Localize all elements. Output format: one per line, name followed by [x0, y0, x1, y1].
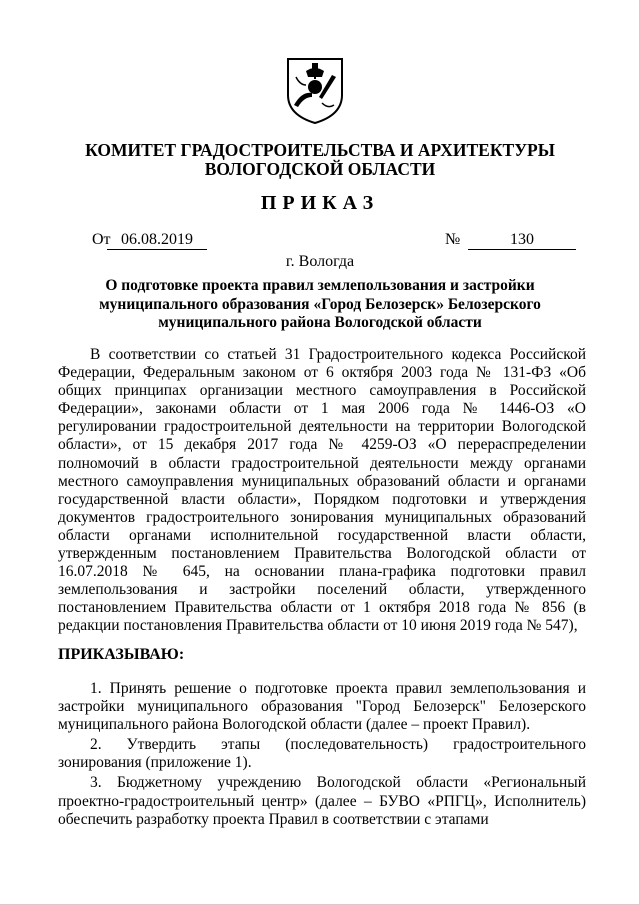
preamble-text: В соответствии со статьей 31 Градостроительного кодекса Российской Федерации, Федеральным законом от 6 октября 2003 года № 131-ФЗ «Об общих принципах организации местного самоуправления в Российской Федерации», законами области от 1 мая 2006 года № 1446-ОЗ «О регулировании градостроительной деятельности на территории Вологодской области», от 15 декабря 2017 года № 4259-ОЗ «О перераспределении полномочий в области градостроительной деятельности между органами местного самоуправления муниципальных образований области и органами государственной власти области», Порядком подготовки и утверждения документов градостроительного зонирования муниципальных образований области органами исполнительной государственной власти области, утвержденным постановлением Правительства Вологодской области от 16.07.2018 № 645, на основании плана-графика подготовки правил землепользования и застройки поселений области, утвержденного постановлением Правительства области от 1 октября 2018 года № 856 (в редакции постановления Правительства области от 10 июня 2019 года № 547), — [58, 346, 586, 635]
document-date: 06.08.2019 — [107, 231, 207, 250]
order-heading: ПРИКАЗЫВАЮ: — [58, 646, 185, 663]
document-number: 130 — [468, 231, 576, 250]
document-subject: О подготовке проекта правил землепользования и застройки муниципального образования «Город Белозерск» Белозерского муниципального района Вологодской области — [99, 277, 541, 331]
document-title: ПРИКАЗ — [260, 192, 380, 214]
preamble — [58, 346, 586, 636]
coat-of-arms-icon — [282, 55, 348, 125]
order-item: 1. Принять решение о подготовке проекта правил землепользования и застройки муниципального образования "Город Белозерск" Белозерского муниципального района Вологодской области (далее – проект Правил). — [58, 680, 586, 734]
authority-name-line1: КОМИТЕТ ГРАДОСТРОИТЕЛЬСТВА И АРХИТЕКТУРЫ — [85, 140, 555, 160]
order-item: 2. Утвердить этапы (последовательность) градостроительного зонирования (приложение 1). — [58, 736, 586, 772]
authority-name-line2: ВОЛОГОДСКОЙ ОБЛАСТИ — [204, 159, 436, 179]
document-city: г. Вологда — [285, 253, 355, 270]
number-label: № — [445, 231, 461, 248]
date-label: От — [92, 231, 111, 248]
order-items — [58, 680, 586, 831]
order-item: 3. Бюджетному учреждению Вологодской области «Региональный проектно-градостроительный центр» (далее – БУВО «РПГЦ», Исполнитель) обеспечить разработку проекта Правил в соответствии с этапами — [58, 774, 586, 828]
